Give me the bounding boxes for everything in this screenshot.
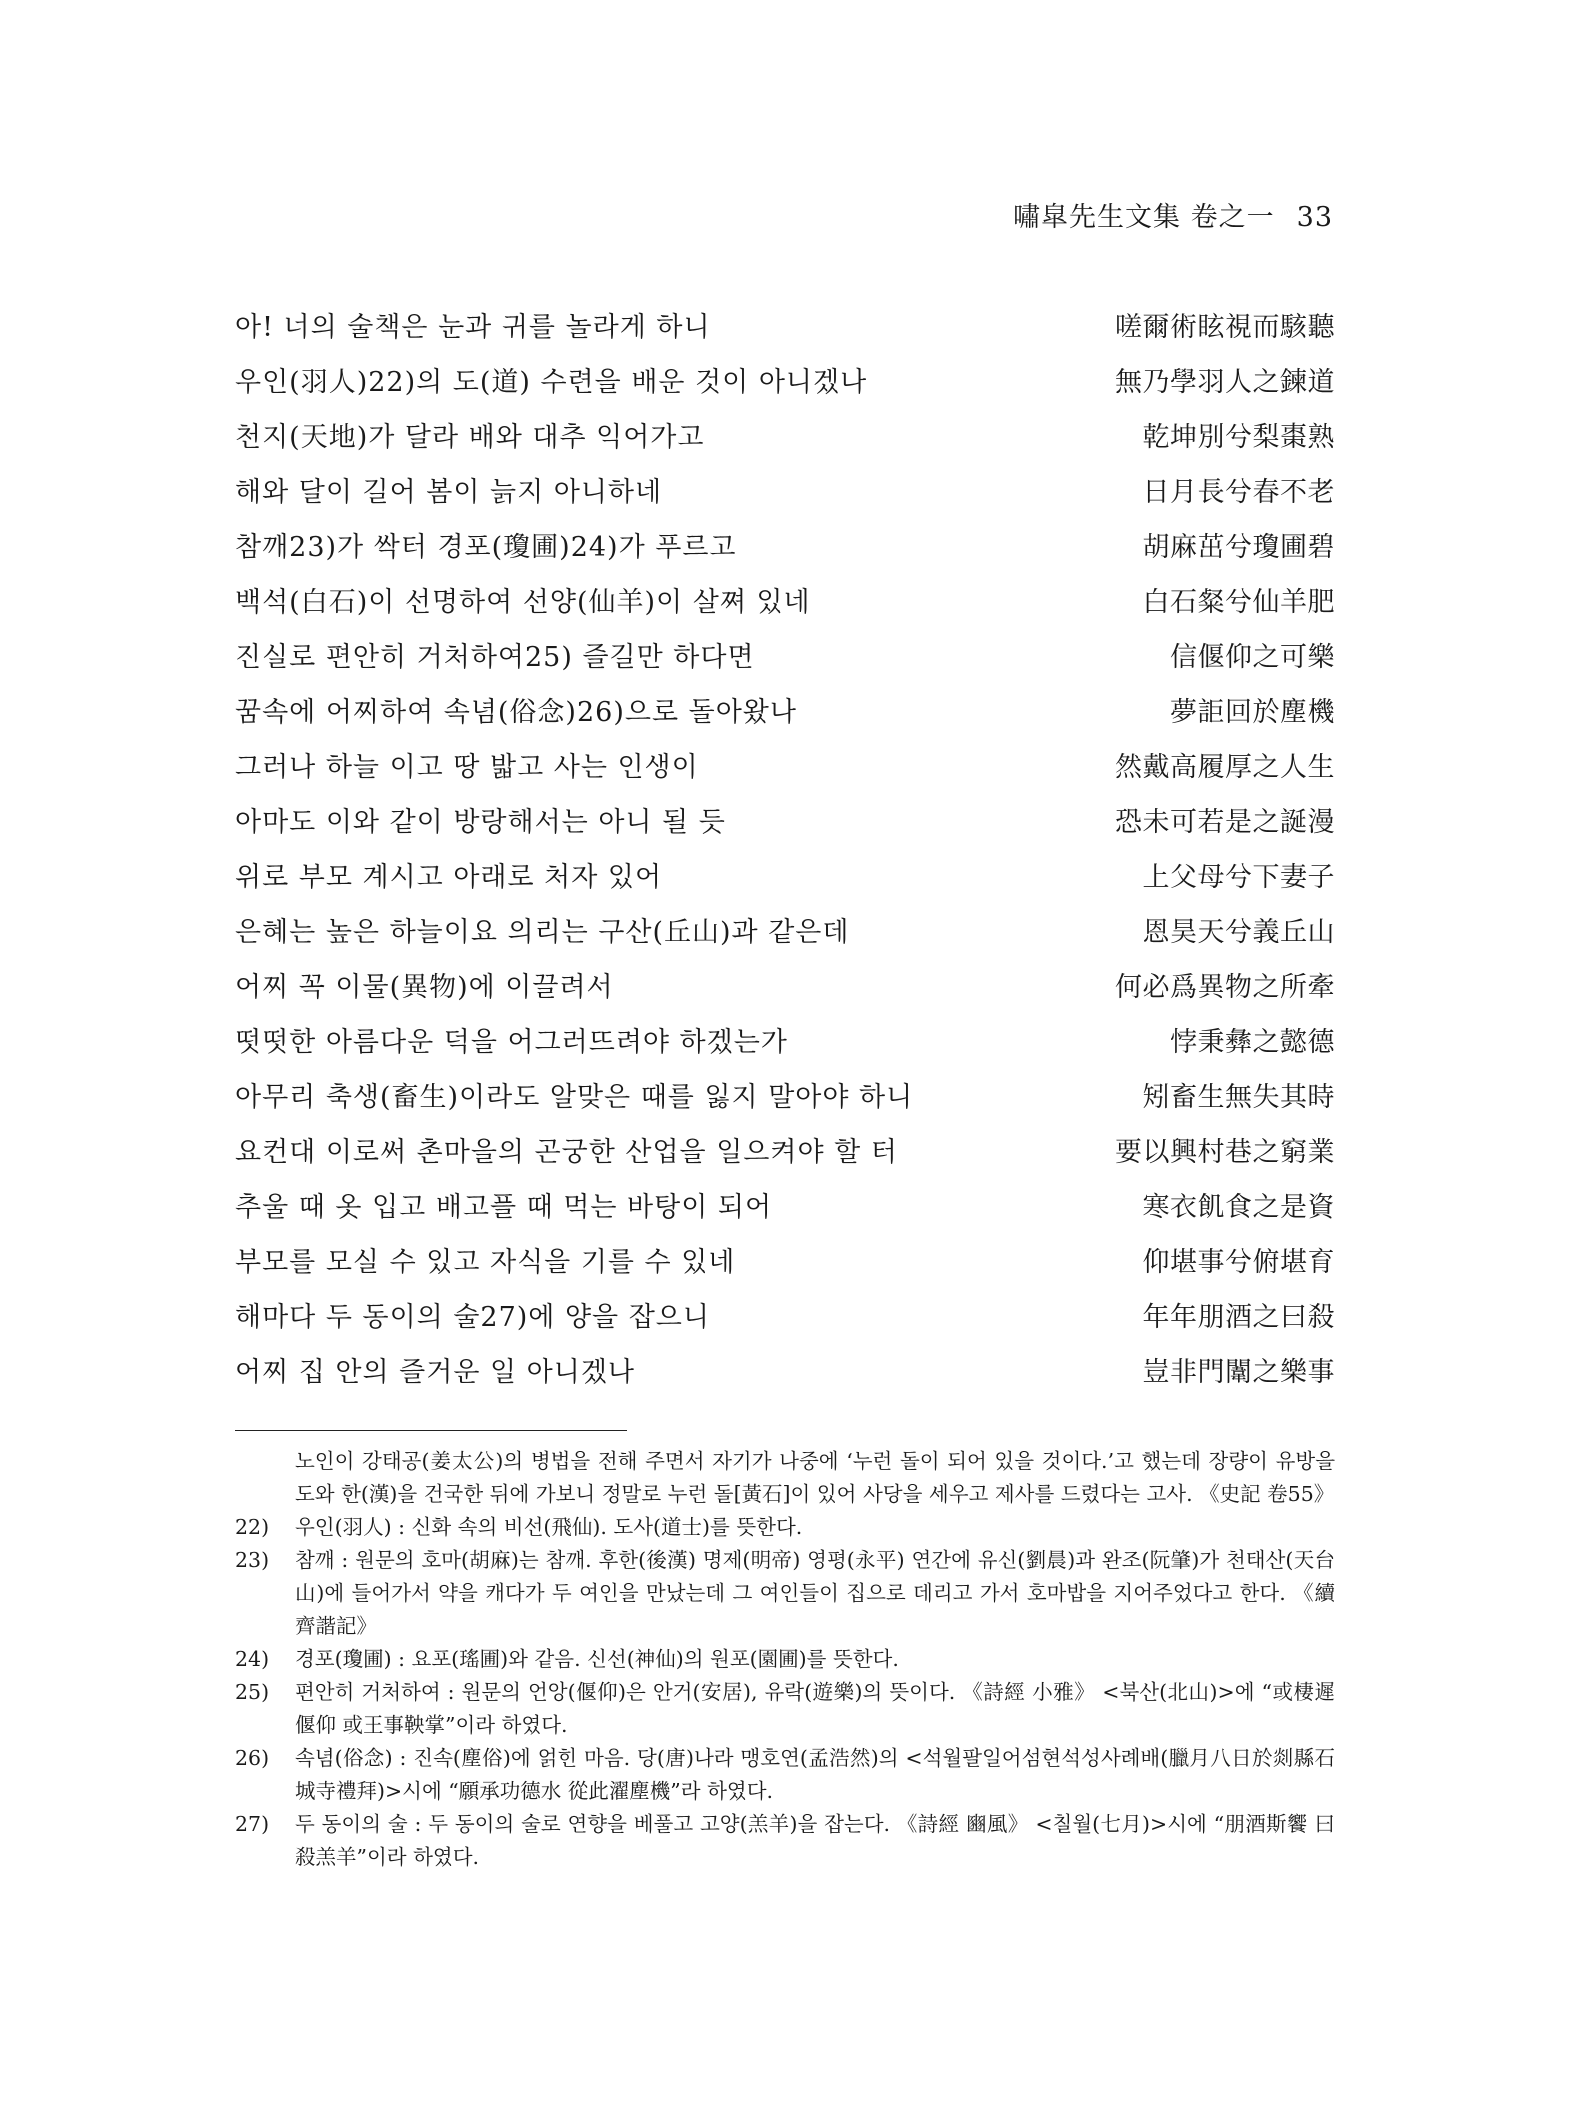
korean-verse: 천지(天地)가 달라 배와 대추 익어가고 [235, 422, 705, 453]
poem-line [235, 1070, 1335, 1125]
poem-line [235, 1290, 1335, 1345]
korean-verse: 아무리 축생(畜生)이라도 알맞은 때를 잃지 말아야 하니 [235, 1082, 914, 1113]
footnote-number: 24) [235, 1647, 270, 1671]
chinese-verse: 乾坤別兮梨棗熟 [1142, 422, 1335, 453]
footnote-text: 두 동이의 술 : 두 동이의 술로 연향을 베풀고 고양(羔羊)을 잡는다. 《詩經 豳風》 <칠월(七月)>시에 “朋酒斯饗 曰殺羔羊”이라 하였다. [295, 1812, 1335, 1869]
footnote [235, 1643, 1335, 1676]
footnote-text: 참깨 : 원문의 호마(胡麻)는 참깨. 후한(後漢) 명제(明帝) 영평(永平) 연간에 유신(劉晨)과 완조(阮肇)가 천태산(天台山)에 들어가서 약을 캐다가 두 여인을 만났는데 그 여인들이 집으로 데리고 가서 호마밥을 지어주었다고 한다. 《續齊諧記》 [295, 1548, 1335, 1638]
poem-line [235, 575, 1335, 630]
chinese-verse: 信偃仰之可樂 [1170, 642, 1335, 673]
chinese-verse: 日月長兮春不老 [1142, 477, 1335, 508]
chinese-verse: 恐未可若是之誕漫 [1115, 807, 1335, 838]
book-title: 嘯皐先生文集 卷之一 [1013, 202, 1275, 233]
poem-line [235, 300, 1335, 355]
korean-verse: 아! 너의 술책은 눈과 귀를 놀라게 하니 [235, 312, 711, 343]
footnote-number: 27) [235, 1812, 270, 1836]
poem-line [235, 410, 1335, 465]
poem-line [235, 960, 1335, 1015]
chinese-verse: 寒衣飢食之是資 [1142, 1192, 1335, 1223]
footnote [235, 1544, 1335, 1643]
footnote [235, 1742, 1335, 1808]
chinese-verse: 夢詎回於塵機 [1170, 697, 1335, 728]
chinese-verse: 胡麻茁兮瓊圃碧 [1142, 532, 1335, 563]
footnote-number: 25) [235, 1680, 270, 1704]
chinese-verse: 然戴高履厚之人生 [1115, 752, 1335, 783]
korean-verse: 그러나 하늘 이고 땅 밟고 사는 인생이 [235, 752, 699, 783]
footnote-divider [235, 1430, 627, 1431]
poem-line [235, 630, 1335, 685]
poem-line [235, 465, 1335, 520]
chinese-verse: 恩昊天兮義丘山 [1142, 917, 1335, 948]
poem-line [235, 795, 1335, 850]
poem-line [235, 850, 1335, 905]
korean-verse: 어찌 집 안의 즐거운 일 아니겠나 [235, 1357, 635, 1388]
korean-verse: 어찌 꼭 이물(異物)에 이끌려서 [235, 972, 614, 1003]
footnote [235, 1511, 1335, 1544]
chinese-verse: 要以興村巷之窮業 [1115, 1137, 1335, 1168]
poem-line [235, 905, 1335, 960]
poem-line [235, 1235, 1335, 1290]
chinese-verse: 悖秉彝之懿德 [1170, 1027, 1335, 1058]
korean-verse: 추울 때 옷 입고 배고플 때 먹는 바탕이 되어 [235, 1192, 773, 1223]
korean-verse: 백석(白石)이 선명하여 선양(仙羊)이 살쪄 있네 [235, 587, 811, 618]
poem-line [235, 1015, 1335, 1070]
footnote-text: 경포(瓊圃) : 요포(瑤圃)와 같음. 신선(神仙)의 원포(園圃)를 뜻한다. [295, 1647, 899, 1671]
chinese-verse: 白石粲兮仙羊肥 [1142, 587, 1335, 618]
page-number: 33 [1296, 202, 1333, 233]
poem-body [235, 300, 1335, 1400]
footnote-number: 23) [235, 1548, 270, 1572]
korean-verse: 요컨대 이로써 촌마을의 곤궁한 산업을 일으켜야 할 터 [235, 1137, 898, 1168]
chinese-verse: 嗟爾術眩視而駭聽 [1115, 312, 1335, 343]
korean-verse: 위로 부모 계시고 아래로 처자 있어 [235, 862, 663, 893]
footnote [235, 1808, 1335, 1874]
chinese-verse: 年年朋酒之曰殺 [1142, 1302, 1335, 1333]
korean-verse: 해마다 두 동이의 술27)에 양을 잡으니 [235, 1302, 710, 1333]
chinese-verse: 上父母兮下妻子 [1142, 862, 1335, 893]
korean-verse: 참깨23)가 싹터 경포(瓊圃)24)가 푸르고 [235, 532, 737, 563]
chinese-verse: 豈非門闈之樂事 [1142, 1357, 1335, 1388]
korean-verse: 부모를 모실 수 있고 자식을 기를 수 있네 [235, 1247, 736, 1278]
poem-line [235, 355, 1335, 410]
chinese-verse: 仰堪事兮俯堪育 [1142, 1247, 1335, 1278]
footnote-text: 우인(羽人) : 신화 속의 비선(飛仙). 도사(道士)를 뜻한다. [295, 1515, 803, 1539]
footnote-number: 26) [235, 1746, 270, 1770]
footnote [235, 1676, 1335, 1742]
korean-verse: 아마도 이와 같이 방랑해서는 아니 될 듯 [235, 807, 726, 838]
poem-line [235, 740, 1335, 795]
poem-line [235, 1125, 1335, 1180]
korean-verse: 우인(羽人)22)의 도(道) 수련을 배운 것이 아니겠나 [235, 367, 868, 398]
korean-verse: 진실로 편안히 거처하여25) 즐길만 하다면 [235, 642, 755, 673]
korean-verse: 꿈속에 어찌하여 속념(俗念)26)으로 돌아왔나 [235, 697, 797, 728]
poem-line [235, 520, 1335, 575]
footnote-text: 속념(俗念) : 진속(塵俗)에 얽힌 마음. 당(唐)나라 맹호연(孟浩然)의 <석월팔일어섬현석성사례배(臘月八日於剡縣石城寺禮拜)>시에 “願承功德水 從此濯塵機”라 하였다. [295, 1746, 1335, 1803]
footnote-continuation: 노인이 강태공(姜太公)의 병법을 전해 주면서 자기가 나중에 ‘누런 돌이 되어 있을 것이다.’고 했는데 장량이 유방을 도와 한(漢)을 건국한 뒤에 가보니 정말로 누런 돌[黃石]이 있어 사당을 세우고 제사를 드렸다는 고사. 《史記 卷55》 [295, 1449, 1335, 1506]
chinese-verse: 無乃學羽人之鍊道 [1115, 367, 1335, 398]
poem-line [235, 1180, 1335, 1235]
korean-verse: 해와 달이 길어 봄이 늙지 아니하네 [235, 477, 663, 508]
korean-verse: 떳떳한 아름다운 덕을 어그러뜨려야 하겠는가 [235, 1027, 788, 1058]
korean-verse: 은혜는 높은 하늘이요 의리는 구산(丘山)과 같은데 [235, 917, 850, 948]
running-header [1013, 195, 1333, 234]
poem-line [235, 685, 1335, 740]
footnote-text: 편안히 거처하여 : 원문의 언앙(偃仰)은 안거(安居), 유락(遊樂)의 뜻이다. 《詩經 小雅》 <북산(北山)>에 “或棲遲偃仰 或王事鞅掌”이라 하였다. [295, 1680, 1335, 1737]
footnote-number: 22) [235, 1515, 270, 1539]
chinese-verse: 矧畜生無失其時 [1142, 1082, 1335, 1113]
poem-line [235, 1345, 1335, 1400]
footnotes [235, 1445, 1335, 1874]
chinese-verse: 何必爲異物之所牽 [1115, 972, 1335, 1003]
